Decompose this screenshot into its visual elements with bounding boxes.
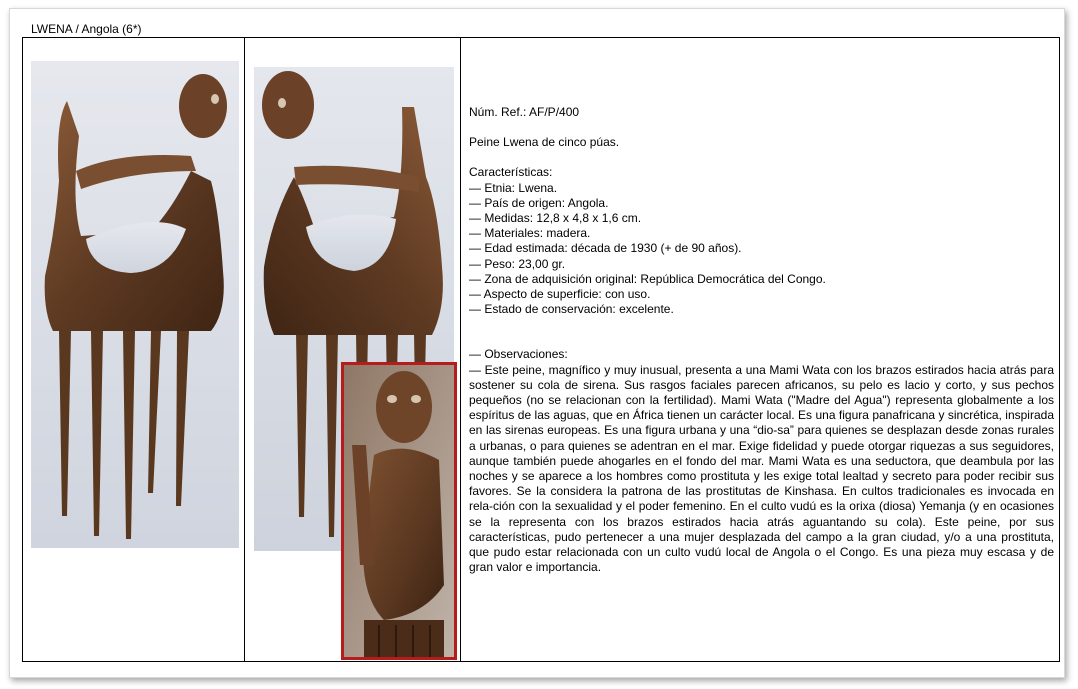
observations-text: — Este peine, magnífico y muy inusual, presenta a una Mami Wata con los brazos estirados hacia atrás para sostener su cola de sirena. Sus rasgos faciales parecen africanos, su pelo es lacio y corto, y sus pechos pequeños (no se relacionan con la fertilidad). Mami Wata ("Madre del Agua") representa globalmente a los espíritus de las aguas, que en África tienen un carácter local. Es una figura panafricana y sincrética, inspirada en las sirenas europeas. Es una figura urbana y una “dio-sa” para quienes se desplazan desde zonas rurales a urbanas, o para quienes se adentran en el mar. Exige fidelidad y puede otorgar riquezas a sus seguidores, aunque también puede ahogarles en el fondo del mar. Mami Wata es una seductora, que deambula por las noches y se aparece a los hombres como prostituta y les exige total lealtad y secreto para poder recibir sus favores. Se la considera la patrona de las prostitutas de Kinshasa. En cultos tradicionales es invocada en rela-ción con la sexualidad y el poder femenino. En el culto vudú es la orixa (diosa) Yemanja (y en ocasiones se la representa con los brazos estirados hacia atrás aguantando su cola). Este peine, por sus características, pudo pertenecer a una mujer desplazada del campo a la gran ciudad, y/o a una prostituta, que pudo estar relacionada con un culto vudú local de Angola o el Congo. Es una pieza muy escasa y de gran valor e importancia. — [469, 362, 1054, 575]
column-divider — [460, 38, 461, 661]
reference-number: Núm. Ref.: AF/P/400 — [469, 105, 580, 119]
comb-front-illustration — [31, 61, 239, 548]
feature-item: — Estado de conservación: excelente. — [469, 302, 674, 317]
catalog-table — [22, 37, 1060, 662]
item-description — [469, 105, 1054, 575]
feature-item: — Medidas: 12,8 x 4,8 x 1,6 cm. — [469, 211, 642, 226]
feature-item: — Materiales: madera. — [469, 226, 591, 241]
feature-item: — País de origen: Angola. — [469, 195, 609, 210]
figure-detail-illustration — [344, 365, 454, 657]
feature-item: — Peso: 23,00 gr. — [469, 256, 566, 271]
page-title: LWENA / Angola (6*) — [31, 22, 142, 36]
features-heading: Características: — [469, 165, 553, 180]
feature-item: — Etnia: Lwena. — [469, 180, 558, 195]
feature-item: — Aspecto de superficie: con uso. — [469, 287, 651, 302]
observations-heading: — Observaciones: — [469, 347, 568, 362]
figure-detail-photo — [341, 362, 457, 660]
feature-item: — Edad estimada: década de 1930 (+ de 90 años). — [469, 241, 742, 256]
comb-front-photo — [31, 61, 239, 548]
column-divider — [244, 38, 245, 661]
feature-item: — Zona de adquisición original: República Democrática del Congo. — [469, 271, 826, 286]
item-summary: Peine Lwena de cinco púas. — [469, 135, 620, 150]
